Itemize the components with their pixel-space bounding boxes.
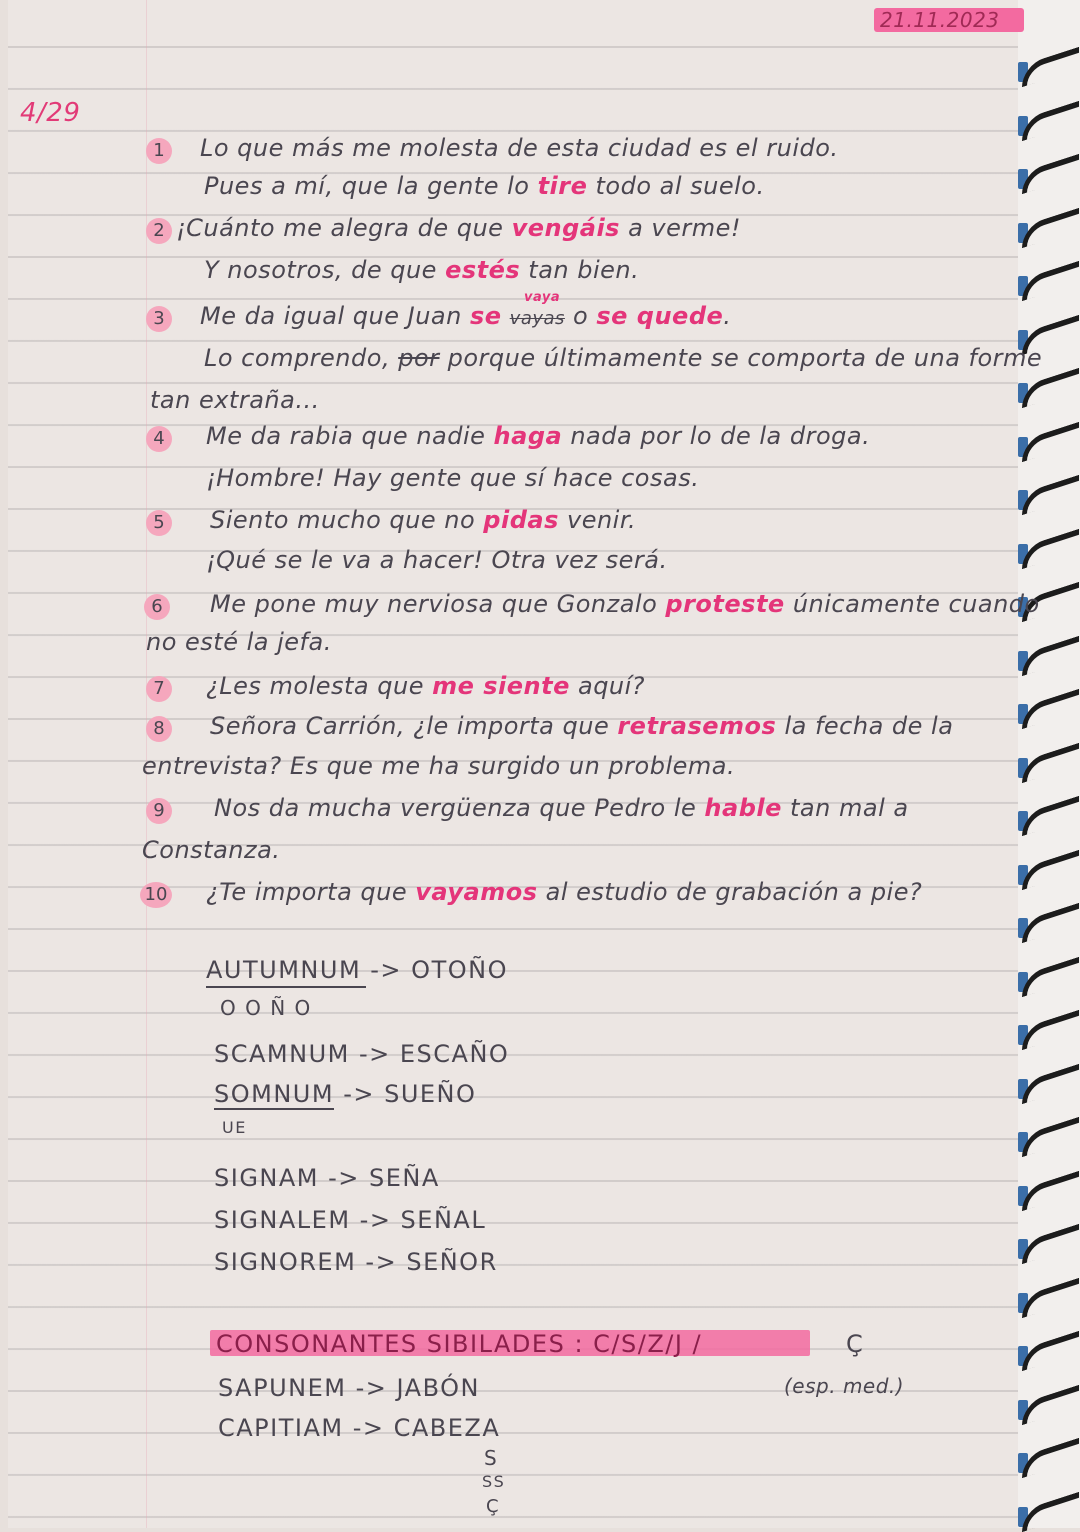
variant-ss: SS xyxy=(482,1472,506,1491)
sentence-text: Pues a mí, que la gente lo xyxy=(204,172,538,200)
spiral-ring xyxy=(1022,689,1079,730)
spiral-ring xyxy=(1022,47,1079,88)
item-2-line-1 xyxy=(176,214,741,242)
subjunctive-verb: se quede xyxy=(596,302,724,330)
spiral-ring xyxy=(1022,1010,1079,1051)
sentence-text: Y nosotros, de que xyxy=(204,256,446,284)
sibilants-note: (esp. med.) xyxy=(784,1374,905,1398)
subjunctive-verb: proteste xyxy=(665,590,785,618)
etymology-signorem: SIGNOREM -> SEÑOR xyxy=(214,1248,498,1276)
spiral-ring xyxy=(1022,956,1079,997)
sentence-text: la fecha de la xyxy=(776,712,954,740)
sentence-text: nada por lo de la droga. xyxy=(562,422,871,450)
sentence-text: Me da rabia que nadie xyxy=(206,422,494,450)
spiral-ring xyxy=(1022,100,1079,141)
struck-out-word: vayas xyxy=(509,308,565,329)
item-3-line-3: tan extraña... xyxy=(150,386,320,414)
sentence-text: a verme! xyxy=(619,214,742,242)
etymology-somnum-sub: UE xyxy=(222,1118,247,1137)
sentence-text: ¿Les molesta que xyxy=(206,672,433,700)
item-number: 9 xyxy=(146,798,172,824)
sentence-text: Nos da mucha vergüenza que Pedro le xyxy=(214,794,705,822)
item-2-line-2 xyxy=(204,256,639,284)
sentence-text: Lo comprendo, xyxy=(204,344,399,372)
subjunctive-verb: pidas xyxy=(483,506,559,534)
page-count: 4/29 xyxy=(20,98,81,128)
sentence-text: Siento mucho que no xyxy=(210,506,484,534)
item-number: 8 xyxy=(146,716,172,742)
correction: vaya xyxy=(524,290,561,305)
spiral-ring xyxy=(1022,1277,1079,1318)
item-number: 4 xyxy=(146,426,172,452)
date: 21.11.2023 xyxy=(880,8,1000,32)
spiral-ring xyxy=(1022,1384,1079,1425)
etymology-capitiam: CAPITIAM -> CABEZA xyxy=(218,1414,501,1442)
subjunctive-verb: se xyxy=(469,302,502,330)
sentence-text: Señora Carrión, ¿le importa que xyxy=(210,712,618,740)
item-5-line-1 xyxy=(210,506,636,534)
item-number: 7 xyxy=(146,676,172,702)
etymology-signam: SIGNAM -> SEÑA xyxy=(214,1164,440,1192)
spiral-ring xyxy=(1022,1491,1079,1532)
subjunctive-verb: haga xyxy=(493,422,563,450)
spiral-ring xyxy=(1022,368,1079,409)
spiral-ring xyxy=(1022,154,1079,195)
sentence-text: Lo que más me molesta de esta ciudad es el ruido. xyxy=(200,134,839,162)
item-number: 6 xyxy=(144,594,170,620)
sentence-text: tan bien. xyxy=(520,256,640,284)
sentence-text: Me da igual que Juan xyxy=(200,302,470,330)
spiral-ring xyxy=(1022,903,1079,944)
spiral-ring xyxy=(1022,475,1079,516)
item-number: 10 xyxy=(140,882,172,908)
etymology-sapunem: SAPUNEM -> JABÓN xyxy=(218,1374,480,1402)
spiral-ring xyxy=(1022,635,1079,676)
spiral-ring xyxy=(1022,1063,1079,1104)
item-4-line-1 xyxy=(206,422,870,450)
sentence-text: tan mal a xyxy=(781,794,909,822)
item-7-line-1 xyxy=(206,672,645,700)
sentence-text: ¿Te importa que xyxy=(206,878,416,906)
subjunctive-verb: hable xyxy=(704,794,782,822)
spiral-ring xyxy=(1022,742,1079,783)
struck-out-word: por xyxy=(398,344,440,372)
spiral-ring xyxy=(1022,1331,1079,1372)
item-1-line-1 xyxy=(200,134,839,162)
underline xyxy=(206,986,366,988)
item-6-line-2: no esté la jefa. xyxy=(146,628,332,656)
spiral-ring xyxy=(1022,421,1079,462)
etymology-somnum: SOMNUM -> SUEÑO xyxy=(214,1080,477,1108)
sentence-text: aquí? xyxy=(569,672,646,700)
spiral-ring xyxy=(1022,528,1079,569)
sentence-text: . xyxy=(723,302,732,330)
item-9-line-2: Constanza. xyxy=(142,836,281,864)
subjunctive-verb: estés xyxy=(445,256,521,284)
etymology-autumnum: AUTUMNUM -> OTOÑO xyxy=(206,956,508,984)
spiral-ring xyxy=(1022,1438,1079,1479)
item-3-line-1 xyxy=(200,302,731,330)
sentence-text: únicamente cuando xyxy=(784,590,1040,618)
subjunctive-verb: me siente xyxy=(432,672,570,700)
sibilants-heading: CONSONANTES SIBILADES : C/S/Z/J / xyxy=(216,1330,703,1358)
item-4-line-2: ¡Hombre! Hay gente que sí hace cosas. xyxy=(206,464,700,492)
etymology-signalem: SIGNALEM -> SEÑAL xyxy=(214,1206,487,1234)
sentence-text: Me pone muy nerviosa que Gonzalo xyxy=(210,590,666,618)
spiral-ring xyxy=(1022,1170,1079,1211)
variant-s: S xyxy=(484,1446,499,1470)
item-9-line-1 xyxy=(214,794,909,822)
item-8-line-2: entrevista? Es que me ha surgido un problema. xyxy=(142,752,736,780)
item-10-line-1 xyxy=(206,878,922,906)
item-1-line-2 xyxy=(204,172,765,200)
sentence-text: o xyxy=(564,302,597,330)
variant-c-cedilla: Ç xyxy=(486,1496,501,1517)
sentence-text: al estudio de grabación a pie? xyxy=(537,878,923,906)
spiral-ring xyxy=(1022,1117,1079,1158)
sentence-text: venir. xyxy=(558,506,637,534)
underline xyxy=(214,1108,334,1110)
item-number: 3 xyxy=(146,306,172,332)
subjunctive-verb: tire xyxy=(537,172,588,200)
etymology-autumnum-sub: O O Ñ O xyxy=(220,996,312,1020)
spiral-ring xyxy=(1022,796,1079,837)
item-6-line-1 xyxy=(210,590,1040,618)
subjunctive-verb: vayamos xyxy=(415,878,538,906)
spiral-ring xyxy=(1022,207,1079,248)
item-number: 5 xyxy=(146,510,172,536)
sentence-text: ¡Cuánto me alegra de que xyxy=(176,214,512,242)
spiral-binding xyxy=(1018,0,1080,1528)
item-5-line-2: ¡Qué se le va a hacer! Otra vez será. xyxy=(206,546,668,574)
sentence-text: todo al suelo. xyxy=(587,172,765,200)
subjunctive-verb: vengáis xyxy=(511,214,620,242)
item-8-line-1 xyxy=(210,712,953,740)
sibilants-heading-extra: Ç xyxy=(846,1330,865,1358)
etymology-scamnum: SCAMNUM -> ESCAÑO xyxy=(214,1040,510,1068)
spiral-ring xyxy=(1022,1224,1079,1265)
spiral-ring xyxy=(1022,261,1079,302)
sentence-text: porque últimamente se comporta de una forme xyxy=(439,344,1043,372)
subjunctive-verb: retrasemos xyxy=(617,712,777,740)
item-number: 2 xyxy=(146,218,172,244)
item-3-line-2 xyxy=(204,344,1042,372)
item-number: 1 xyxy=(146,138,172,164)
spiral-ring xyxy=(1022,849,1079,890)
